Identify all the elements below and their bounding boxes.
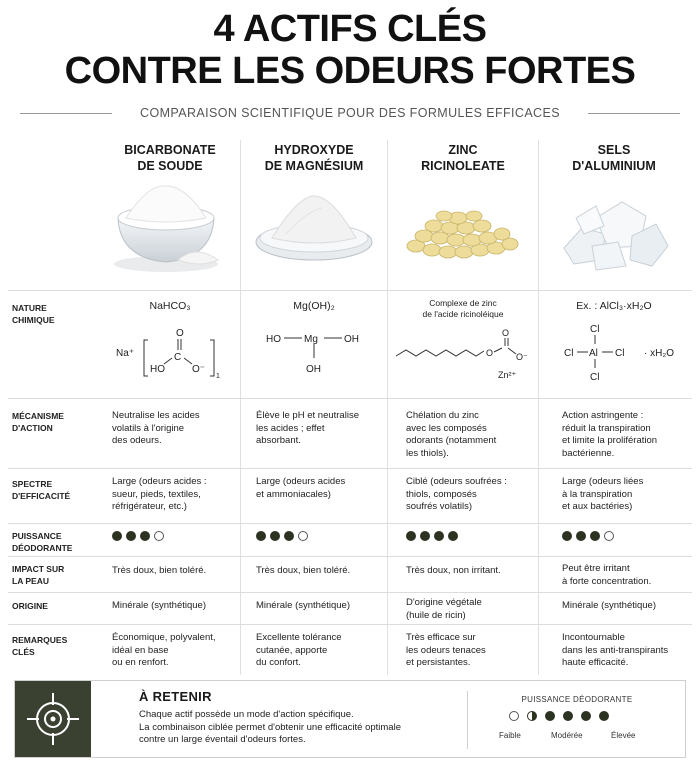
row-label-line: REMARQUES bbox=[12, 635, 68, 645]
cell-origine-aluminium bbox=[562, 600, 692, 613]
row-label-line: NATURE bbox=[12, 303, 47, 313]
rating-dot-filled bbox=[112, 531, 122, 541]
cell-line: Ciblé (odeurs soufrées : bbox=[406, 476, 507, 487]
cell-line: réduit la transpiration bbox=[562, 422, 651, 434]
struct-label: Al bbox=[589, 348, 598, 359]
row-divider bbox=[8, 468, 692, 469]
row-label-line: SPECTRE bbox=[12, 479, 53, 489]
column-header-zinc bbox=[388, 142, 538, 174]
cell-line: Très doux, bien toléré. bbox=[256, 565, 351, 576]
cell-line: Large (odeurs acides : bbox=[112, 476, 207, 487]
row-label-spectre bbox=[12, 478, 100, 502]
cell-line: odorants (notamment bbox=[406, 435, 497, 446]
cell-remarques-hydroxyde bbox=[256, 632, 386, 670]
legend-label-faible: Faible bbox=[499, 731, 521, 740]
rating-dots-aluminium bbox=[562, 531, 614, 541]
cell-line: cutanée, apporte bbox=[256, 644, 328, 656]
cell-line: soufrés volatils) bbox=[406, 501, 472, 512]
cell-spectre-zinc bbox=[406, 476, 536, 514]
rating-dot-filled bbox=[562, 531, 572, 541]
cell-line: Très doux, non irritant. bbox=[406, 565, 501, 576]
cell-line: absorbant. bbox=[256, 435, 301, 446]
cell-origine-hydroxyde bbox=[256, 600, 386, 613]
structure-aluminium bbox=[560, 318, 688, 390]
cell-origine-bicarbonate bbox=[112, 600, 238, 613]
cell-line: Économique, polyvalent, bbox=[112, 632, 216, 643]
cell-line: et limite la prolifération bbox=[562, 435, 658, 446]
cell-impact-aluminium bbox=[562, 563, 692, 588]
subtitle-row bbox=[20, 104, 680, 122]
rating-dots-hydroxyde bbox=[256, 531, 308, 541]
cell-line: Minérale (synthétique) bbox=[562, 600, 656, 611]
legend-title: PUISSANCE DÉODORANTE bbox=[521, 695, 633, 704]
cell-line: ou en renfort. bbox=[112, 657, 169, 668]
formula-line: de l'acide ricinoléique bbox=[422, 309, 504, 319]
cell-impact-hydroxyde bbox=[256, 565, 386, 578]
pellets-image bbox=[396, 200, 526, 270]
row-label-line: PUISSANCE bbox=[12, 531, 62, 541]
cell-remarques-zinc bbox=[406, 632, 536, 670]
page-subtitle: COMPARAISON SCIENTIFIQUE POUR DES FORMULES EFFICACES bbox=[140, 106, 560, 120]
row-label-line: IMPACT SUR bbox=[12, 564, 65, 574]
cell-line: les odeurs tenaces bbox=[406, 644, 486, 656]
struct-label: C bbox=[174, 352, 182, 363]
column-header-aluminium bbox=[539, 142, 689, 174]
column-header-line: DE SOUDE bbox=[137, 159, 203, 173]
cell-line: Minérale (synthétique) bbox=[112, 600, 206, 611]
rating-dots-bicarbonate bbox=[112, 531, 164, 541]
cell-line: sueur, pieds, textiles, bbox=[112, 488, 201, 500]
cell-line: Large (odeurs liées bbox=[562, 476, 644, 487]
struct-label: O⁻ bbox=[192, 364, 206, 375]
legend-label-elevee: Élevée bbox=[611, 731, 636, 740]
row-label-puissance bbox=[12, 530, 100, 554]
cell-line: Action astringente : bbox=[562, 410, 644, 421]
struct-label: OH bbox=[344, 334, 359, 345]
cell-line: thiols, composés bbox=[406, 488, 477, 500]
cell-remarques-aluminium bbox=[562, 632, 692, 670]
row-label-line: LA PEAU bbox=[12, 576, 49, 586]
cell-line: Neutralise les acides bbox=[112, 410, 200, 421]
row-label-line: CHIMIQUE bbox=[12, 315, 55, 325]
cell-line: Excellente tolérance bbox=[256, 632, 342, 643]
struct-label: Cl bbox=[615, 348, 625, 359]
structure-bicarbonate bbox=[116, 322, 234, 382]
cell-line: volatils à l'origine bbox=[112, 422, 185, 434]
footer-divider bbox=[467, 691, 468, 749]
row-divider bbox=[8, 624, 692, 625]
footer-text-line: Chaque actif possède un mode d'action spécifique. bbox=[139, 709, 354, 720]
rating-dot-filled bbox=[590, 531, 600, 541]
struct-label: OH bbox=[306, 364, 321, 375]
cell-line: réfrigérateur, etc.) bbox=[112, 501, 187, 512]
footer-text-line: La combinaison ciblée permet d'obtenir une efficacité optimale bbox=[139, 721, 401, 733]
cell-line: des odeurs. bbox=[112, 435, 162, 446]
row-label-remarques bbox=[12, 634, 100, 658]
column-header-line: DE MAGNÉSIUM bbox=[264, 159, 364, 173]
legend-dot-full bbox=[599, 711, 609, 721]
struct-label: Na⁺ bbox=[116, 348, 135, 359]
formula-aluminium: Ex. : AlCl₃·xH₂O bbox=[576, 300, 652, 312]
cell-line: à la transpiration bbox=[562, 488, 633, 500]
struct-label: O bbox=[502, 328, 510, 338]
struct-label: O bbox=[176, 328, 184, 339]
row-label-mecanisme bbox=[12, 410, 100, 434]
cell-line: avec les composés bbox=[406, 422, 487, 434]
rating-dot-filled bbox=[270, 531, 280, 541]
cell-line: Incontournable bbox=[562, 632, 625, 643]
cell-line: les acides ; effet bbox=[256, 422, 325, 434]
rating-dot-filled bbox=[420, 531, 430, 541]
column-header-hydroxyde bbox=[241, 142, 387, 174]
column-divider bbox=[387, 140, 388, 675]
cell-spectre-bicarbonate bbox=[112, 476, 238, 514]
row-label-line: MÉCANISME bbox=[12, 411, 64, 421]
cell-remarques-bicarbonate bbox=[112, 632, 238, 670]
struct-label: Zn²⁺ bbox=[498, 370, 517, 380]
cell-line: du confort. bbox=[256, 657, 301, 668]
row-label-line: DÉODORANTE bbox=[12, 543, 73, 553]
cell-line: à forte concentration. bbox=[562, 575, 652, 587]
struct-label: HO bbox=[150, 364, 165, 375]
cell-line: dans les anti-transpirants bbox=[562, 644, 669, 656]
cell-line: et aux bactéries) bbox=[562, 501, 633, 512]
footer-box bbox=[14, 680, 686, 758]
rating-dot-filled bbox=[256, 531, 266, 541]
legend-label-moderee: Modérée bbox=[551, 731, 583, 740]
row-label-nature bbox=[12, 302, 100, 326]
legend-dot-half bbox=[527, 711, 537, 721]
target-icon-box bbox=[15, 681, 91, 757]
cell-line: Large (odeurs acides bbox=[256, 476, 346, 487]
cell-line: Chélation du zinc bbox=[406, 410, 479, 421]
row-divider bbox=[8, 398, 692, 399]
rating-dot-filled bbox=[434, 531, 444, 541]
crystals-image bbox=[556, 188, 672, 272]
page-title-line1: 4 ACTIFS CLÉS bbox=[213, 8, 487, 50]
legend-dot-empty bbox=[509, 711, 519, 721]
column-header-line: RICINOLEATE bbox=[421, 159, 505, 173]
cell-line: Élève le pH et neutralise bbox=[256, 410, 359, 421]
rating-dot-empty bbox=[154, 531, 164, 541]
row-divider bbox=[8, 523, 692, 524]
structure-hydroxyde bbox=[262, 322, 372, 382]
rating-dot-filled bbox=[448, 531, 458, 541]
row-label-line: D'EFFICACITÉ bbox=[12, 491, 71, 501]
rating-dot-empty bbox=[298, 531, 308, 541]
cell-spectre-aluminium bbox=[562, 476, 692, 514]
powder-bowl-image bbox=[108, 180, 228, 276]
struct-label: Cl bbox=[564, 348, 574, 359]
cell-line: Très efficace sur bbox=[406, 632, 476, 643]
row-label-line: ORIGINE bbox=[12, 601, 48, 611]
struct-label: Cl bbox=[590, 324, 600, 335]
column-header-line: BICARBONATE bbox=[124, 143, 216, 157]
cell-line: Très doux, bien toléré. bbox=[112, 565, 207, 576]
column-header-bicarbonate bbox=[100, 142, 240, 174]
rating-dot-filled bbox=[284, 531, 294, 541]
struct-label: 1 bbox=[216, 373, 220, 380]
page-title-line2: CONTRE LES ODEURS FORTES bbox=[64, 50, 636, 92]
struct-label: · xH₂O bbox=[644, 348, 674, 359]
subtitle-rule-left bbox=[20, 113, 112, 114]
rating-dot-filled bbox=[406, 531, 416, 541]
cell-origine-zinc bbox=[406, 597, 536, 622]
struct-label: O⁻ bbox=[516, 352, 528, 362]
cell-line: idéal en base bbox=[112, 644, 169, 656]
cell-mecanisme-zinc bbox=[406, 410, 536, 460]
column-header-line: SELS bbox=[597, 143, 631, 157]
target-icon bbox=[15, 681, 91, 757]
row-label-line: D'ACTION bbox=[12, 423, 53, 433]
cell-impact-bicarbonate bbox=[112, 565, 238, 578]
cell-line: et ammoniacales) bbox=[256, 488, 331, 500]
legend-dots bbox=[509, 711, 609, 721]
row-label-impact bbox=[12, 563, 100, 587]
rating-dots-zinc bbox=[406, 531, 458, 541]
column-header-line: HYDROXYDE bbox=[274, 143, 354, 157]
rating-dot-empty bbox=[604, 531, 614, 541]
powder-dish-image bbox=[252, 190, 376, 270]
cell-line: et persistantes. bbox=[406, 657, 471, 668]
column-header-line: ZINC bbox=[448, 143, 478, 157]
footer-title: À RETENIR bbox=[139, 689, 212, 704]
cell-line: Peut être irritant bbox=[562, 563, 630, 574]
footer-text bbox=[139, 709, 459, 747]
cell-mecanisme-aluminium bbox=[562, 410, 692, 460]
row-divider bbox=[8, 290, 692, 291]
formula-hydroxyde: Mg(OH)₂ bbox=[293, 300, 335, 312]
column-header-line: D'ALUMINIUM bbox=[572, 159, 656, 173]
row-divider bbox=[8, 556, 692, 557]
cell-mecanisme-bicarbonate bbox=[112, 410, 238, 448]
cell-line: bactérienne. bbox=[562, 447, 615, 459]
struct-label: Cl bbox=[590, 372, 600, 383]
rating-dot-filled bbox=[140, 531, 150, 541]
legend-dot-full bbox=[563, 711, 573, 721]
rating-dot-filled bbox=[576, 531, 586, 541]
cell-spectre-hydroxyde bbox=[256, 476, 386, 501]
footer-text-line: contre un large éventail d'odeurs fortes. bbox=[139, 734, 306, 745]
cell-line: haute efficacité. bbox=[562, 657, 629, 668]
cell-line: Minérale (synthétique) bbox=[256, 600, 350, 611]
formula-bicarbonate: NaHCO₃ bbox=[149, 300, 191, 312]
cell-line: les thiols). bbox=[406, 447, 449, 459]
struct-label: HO bbox=[266, 334, 281, 345]
cell-impact-zinc bbox=[406, 565, 536, 578]
legend-dot-full bbox=[545, 711, 555, 721]
rating-dot-filled bbox=[126, 531, 136, 541]
column-divider bbox=[538, 140, 539, 675]
row-label-origine bbox=[12, 600, 100, 612]
row-label-line: CLÉS bbox=[12, 647, 35, 657]
formula-line: Complexe de zinc bbox=[429, 298, 497, 308]
formula-zinc bbox=[388, 298, 538, 320]
cell-mecanisme-hydroxyde bbox=[256, 410, 386, 448]
structure-zinc bbox=[394, 326, 534, 386]
row-divider bbox=[8, 592, 692, 593]
cell-line: (huile de ricin) bbox=[406, 609, 466, 621]
struct-label: O bbox=[486, 348, 494, 358]
struct-label: Mg bbox=[304, 334, 318, 345]
subtitle-rule-right bbox=[588, 113, 680, 114]
legend-dot-full bbox=[581, 711, 591, 721]
column-divider bbox=[240, 140, 241, 675]
cell-line: D'origine végétale bbox=[406, 597, 482, 608]
